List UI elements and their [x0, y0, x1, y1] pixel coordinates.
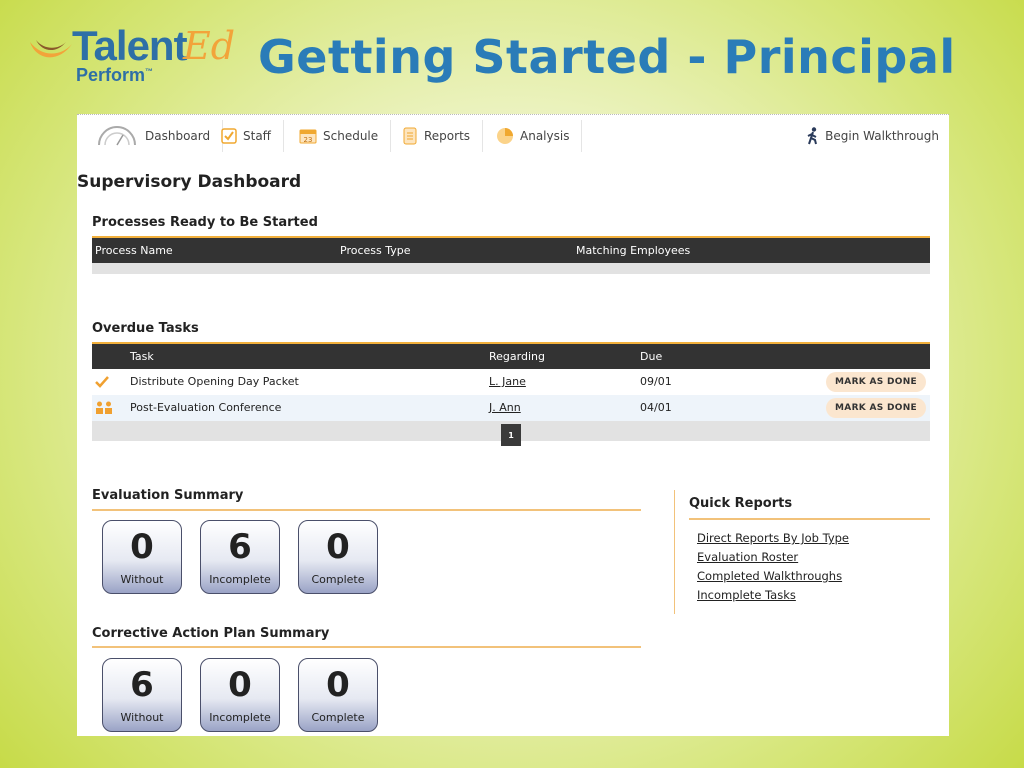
section-underline [689, 518, 930, 520]
task-name: Post-Evaluation Conference [130, 401, 282, 414]
stat-label: Without [120, 573, 164, 586]
dashboard-gauge-icon [95, 125, 139, 147]
stat-value: 0 [228, 665, 252, 705]
stat-label: Complete [311, 573, 365, 586]
evaluation-incomplete-tile[interactable] [200, 520, 280, 594]
main-nav [77, 120, 949, 154]
stat-value: 0 [130, 527, 154, 567]
overdue-table-header [92, 342, 930, 369]
logo-brand: Talent [72, 22, 187, 69]
evaluation-complete-tile[interactable] [298, 520, 378, 594]
task-name: Distribute Opening Day Packet [130, 375, 299, 388]
nav-label: Schedule [323, 129, 379, 143]
due-date: 04/01 [640, 401, 672, 414]
mark-as-done-button[interactable]: MARK AS DONE [826, 398, 926, 418]
processes-section-title: Processes Ready to Be Started [92, 215, 318, 230]
quick-reports-title: Quick Reports [689, 496, 793, 511]
column-header: Process Name [95, 244, 173, 257]
slide-title: Getting Started - Principal [258, 30, 956, 84]
logo-swoosh-icon [28, 34, 74, 66]
app-screenshot [77, 114, 949, 736]
walking-person-icon [807, 127, 819, 145]
pie-chart-icon [496, 127, 514, 145]
document-icon [402, 127, 418, 145]
nav-label: Analysis [520, 129, 570, 143]
nav-staff[interactable] [215, 120, 284, 152]
nav-schedule[interactable] [293, 120, 391, 152]
quick-reports-panel [674, 490, 930, 614]
overdue-table [92, 342, 930, 441]
quick-report-link[interactable]: Completed Walkthroughs [697, 569, 843, 583]
quick-report-link[interactable]: Incomplete Tasks [697, 588, 796, 602]
logo-product: Perform™ [76, 65, 154, 85]
dashboard-title: Supervisory Dashboard [77, 172, 302, 192]
cap-incomplete-tile[interactable] [200, 658, 280, 732]
stat-value: 0 [326, 665, 350, 705]
column-header: Matching Employees [576, 244, 691, 257]
mark-as-done-button[interactable]: MARK AS DONE [826, 372, 926, 392]
nav-label: Dashboard [145, 129, 211, 143]
regarding-link[interactable]: L. Jane [489, 375, 526, 388]
nav-reports[interactable] [396, 120, 483, 152]
due-date: 09/01 [640, 375, 672, 388]
cap-without-tile[interactable] [102, 658, 182, 732]
checkbox-icon [221, 128, 237, 144]
logo-brand-accent: Ed [183, 24, 236, 68]
begin-walkthrough-button[interactable] [807, 120, 939, 152]
page-number-button[interactable]: 1 [501, 424, 521, 446]
table-row [92, 369, 930, 395]
evaluation-without-tile[interactable] [102, 520, 182, 594]
top-divider [77, 114, 949, 115]
section-underline [92, 509, 641, 511]
nav-label: Staff [243, 129, 271, 143]
quick-report-link[interactable]: Direct Reports By Job Type [697, 531, 850, 545]
talented-logo [28, 22, 238, 92]
stat-label: Without [120, 711, 164, 724]
walkthrough-label: Begin Walkthrough [825, 129, 939, 143]
regarding-link[interactable]: J. Ann [489, 401, 521, 414]
svg-text:23: 23 [303, 136, 313, 144]
stat-label: Incomplete [209, 711, 271, 724]
overdue-table-footer [92, 421, 930, 441]
quick-report-link[interactable]: Evaluation Roster [697, 550, 799, 564]
overdue-section-title: Overdue Tasks [92, 321, 199, 336]
stat-value: 6 [130, 665, 154, 705]
stat-label: Incomplete [209, 573, 271, 586]
table-row [92, 395, 930, 421]
stat-label: Complete [311, 711, 365, 724]
evaluation-summary-title: Evaluation Summary [92, 488, 244, 503]
stat-value: 0 [326, 527, 350, 567]
column-header: Regarding [489, 350, 545, 363]
column-header: Task [130, 350, 154, 363]
nav-dashboard[interactable] [89, 120, 223, 152]
processes-table-footer [92, 263, 930, 274]
processes-table [92, 236, 930, 274]
column-header: Due [640, 350, 663, 363]
checkmark-icon [95, 376, 109, 388]
stat-value: 6 [228, 527, 252, 567]
nav-label: Reports [424, 129, 471, 143]
people-icon [95, 401, 113, 415]
cap-complete-tile[interactable] [298, 658, 378, 732]
calendar-icon [299, 128, 317, 144]
section-underline [92, 646, 641, 648]
processes-table-header [92, 236, 930, 263]
cap-summary-title: Corrective Action Plan Summary [92, 626, 330, 641]
nav-analysis[interactable] [490, 120, 582, 152]
column-header: Process Type [340, 244, 411, 257]
